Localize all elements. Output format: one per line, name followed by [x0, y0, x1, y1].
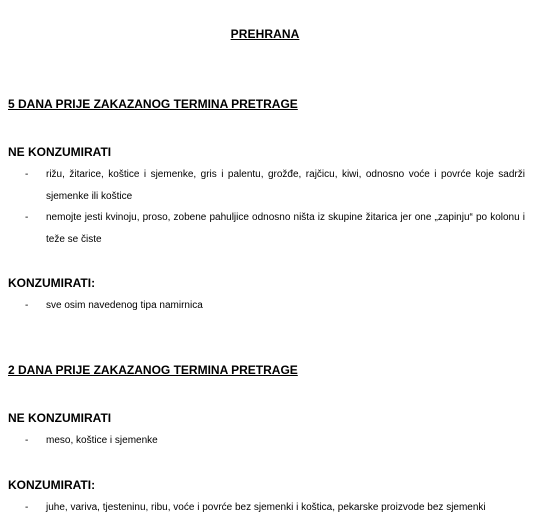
bullet-dash: -: [25, 212, 29, 223]
section-heading-2-days: 2 DANA PRIJE ZAKAZANOG TERMINA PRETRAGE: [8, 363, 298, 377]
avoid-heading-5-days: NE KONZUMIRATI: [8, 145, 112, 159]
bullet-dash: -: [25, 435, 29, 446]
avoid-heading-2-days: NE KONZUMIRATI: [8, 411, 112, 425]
allow-heading-5-days: KONZUMIRATI:: [8, 276, 96, 290]
bullet-dash: -: [25, 502, 29, 513]
list-item-text: nemojte jesti kvinoju, proso, zobene pahuljice odnosno ništa iz skupine žitarica jer one „zapinju“ po kolonu i teže se čiste: [46, 212, 525, 245]
list-item: [25, 430, 525, 452]
list-item-text: juhe, variva, tjesteninu, ribu, voće i povrće bez sjemenki i koštica, pekarske proizvode bez sjemenki: [46, 502, 486, 513]
allow-heading-2-days: KONZUMIRATI:: [8, 478, 96, 492]
list-item: [25, 164, 525, 208]
document-title: PREHRANA: [230, 27, 300, 41]
section-heading-5-days: 5 DANA PRIJE ZAKAZANOG TERMINA PRETRAGE: [8, 97, 298, 111]
list-item: [25, 295, 525, 317]
list-item-text: sve osim navedenog tipa namirnica: [46, 300, 203, 311]
bullet-dash: -: [25, 300, 29, 311]
list-item-text: meso, koštice i sjemenke: [46, 435, 158, 446]
bullet-dash: -: [25, 169, 29, 180]
list-item: [25, 207, 525, 251]
list-item: [25, 497, 525, 519]
list-item-text: rižu, žitarice, koštice i sjemenke, gris i palentu, grožđe, rajčicu, kiwi, odnosno voće i povrće koje sadrži sjemenke ili koštice: [46, 169, 525, 202]
